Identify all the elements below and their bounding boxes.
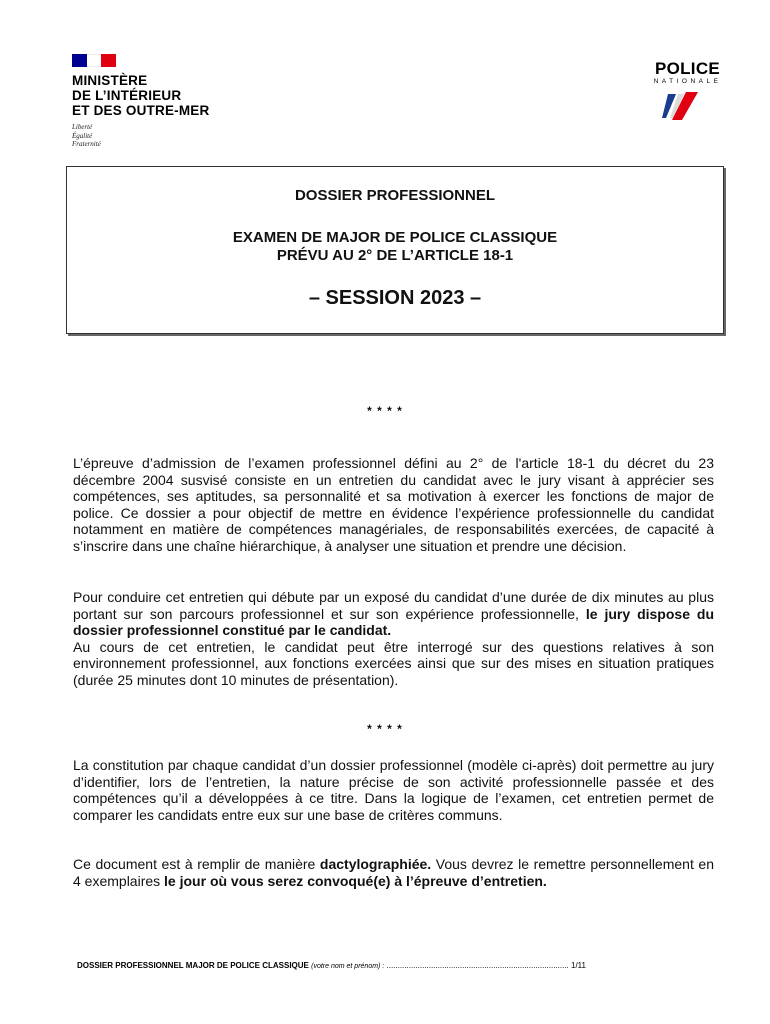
page-footer: [77, 961, 697, 970]
paragraph-instructions: [73, 856, 714, 889]
instructions-text-a: Ce document est à remplir de manière: [73, 856, 316, 872]
footer-hint: (votre nom et prénom) :: [311, 963, 385, 970]
ministry-logo: [72, 54, 242, 149]
ministry-name-line-2: DE L’INTÉRIEUR: [72, 88, 182, 103]
exam-article: PRÉVU AU 2° DE L’ARTICLE 18-1: [276, 247, 514, 264]
nationale-logo-text: NATIONALE: [653, 78, 722, 85]
tricolor-stripes-icon: [658, 88, 718, 120]
paragraph-constitution: La constitution par chaque candidat d’un dossier professionnel (modèle ci-après) doit permettre au jury d’identifier, lors de l’entretien, la nature précise de son activité professionnelle passée et des compétences qu’il a développées à ce titre. Dans la logique de l’examen, cet entretien permet de comparer les candidats entre eux sur une base de critères communs.: [73, 757, 714, 823]
paragraph-questions-text: Au cours de cet entretien, le candidat peut être interrogé sur des questions relatives à son environnement professionnel, aux fonctions exercées ainsi que sur des mises en situation pratiques (durée 25 minutes dont 10 minutes de présentation).: [73, 638, 714, 688]
ministry-name-line-1: MINISTÈRE: [72, 73, 148, 88]
marianne-flag-icon: [72, 54, 116, 67]
paragraph-entretien-text: Pour conduire cet entretien qui débute par un exposé du candidat d’une durée de dix minutes au plus portant sur son parcours professionnel et sur son expérience professionnelle,: [73, 589, 714, 622]
separator-stars-2: * * * *: [367, 722, 403, 736]
footer-label: DOSSIER PROFESSIONNEL MAJOR DE POLICE CLASSIQUE: [77, 961, 309, 970]
paragraph-intro: L’épreuve d’admission de l’examen professionnel défini au 2° de l'article 18-1 du décret du 23 décembre 2004 susvisé consiste en un entretien du candidat avec le jury visant à apprécier ses compétences, ses aptitudes, sa personnalité et sa motivation à exercer les fonctions de major de police. Ce dossier a pour objectif de mettre en évidence l’expérience professionnelle du candidat notamment en matière de compétences managériales, de responsabilités exercées, de capacité à s’inscrire dans une chaîne hiérarchique, à analyser une situation et prendre une décision.: [73, 455, 714, 554]
footer-dots: ..................................................................................: [386, 961, 569, 970]
footer-page-number: 1/11: [571, 961, 586, 970]
separator-stars: * * * *: [367, 404, 403, 418]
police-nationale-logo: [640, 60, 735, 120]
republic-motto: [72, 123, 242, 149]
motto-egalite: Égalité: [72, 131, 93, 140]
exam-title: EXAMEN DE MAJOR DE POLICE CLASSIQUE: [232, 229, 558, 246]
instructions-bold-typed: dactylographiée.: [319, 856, 432, 872]
instructions-bold-date: le jour où vous serez convoqué(e) à l’épreuve d’entretien.: [164, 872, 547, 889]
instructions-text-b: Vous devrez le remettre personnellement en 4 exemplaires: [73, 856, 714, 889]
motto-liberte: Liberté: [72, 123, 93, 131]
title-box: [66, 166, 724, 334]
document-title: DOSSIER PROFESSIONNEL: [294, 187, 496, 204]
ministry-name-line-3: ET DES OUTRE-MER: [72, 103, 210, 118]
session-title: – SESSION 2023 –: [308, 287, 482, 309]
paragraph-entretien-bold: le jury dispose du dossier professionnel constitué par le candidat.: [73, 605, 715, 638]
paragraph-entretien: [73, 589, 714, 688]
police-logo-text: POLICE: [654, 59, 721, 78]
motto-fraternite: Fraternité: [72, 140, 101, 148]
